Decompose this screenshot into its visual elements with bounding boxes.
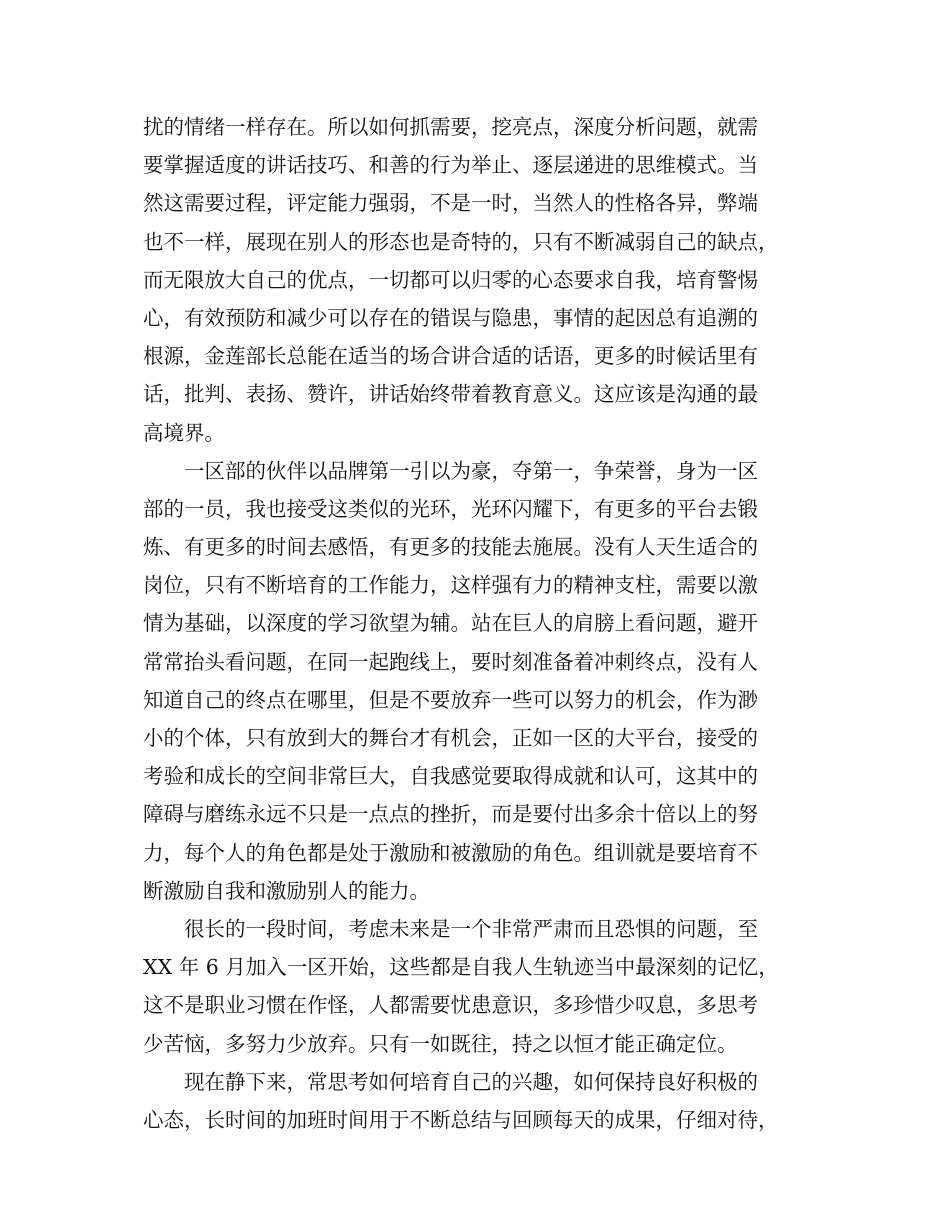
text-line: 少苦恼，多努力少放弃。只有一如既往，持之以恒才能正确定位。 [143,1031,738,1056]
text-line: 心，有效预防和减少可以存在的错误与隐患，事情的起因总有追溯的 [143,305,758,330]
text-line: 要掌握适度的讲话技巧、和善的行为举止、逐层递进的思维模式。当 [143,153,758,178]
text-line: 障碍与磨练永远不只是一点点的挫折，而是要付出多余十倍以上的努 [143,802,758,827]
text-line: 小的个体，只有放到大的舞台才有机会，正如一区的大平台，接受的 [143,726,758,750]
text-line: 考验和成长的空间非常巨大，自我感觉要取得成就和认可，这其中的 [143,764,758,789]
text-line: 根源，金莲部长总能在适当的场合讲合适的话语，更多的时候话里有 [143,344,758,369]
text-line: 而无限放大自己的优点，一切都可以归零的心态要求自我，培育警惕 [143,267,758,292]
paragraph-brand-first [143,452,805,910]
text-line: 心态，长时间的加班时间用于不断总结与回顾每天的成果，仔细对待， [143,1107,779,1132]
paragraph-continuation [143,108,805,452]
text-line: 部的一员，我也接受这类似的光环，光环闪耀下，有更多的平台去锻 [143,496,758,521]
text-line: 断激励自我和激励别人的能力。 [143,878,430,903]
paragraph-now [143,1063,805,1139]
text-line: 然这需要过程，评定能力强弱，不是一时，当然人的性格各异，弊端 [143,191,758,216]
text-line: 很长的一段时间，考虑未来是一个非常严肃而且恐惧的问题，至 [143,916,758,941]
text-line: XX 年 6 月加入一区开始，这些都是自我人生轨迹当中最深刻的记忆， [143,955,779,980]
text-line: 高境界。 [143,420,225,445]
document-body [143,108,805,1139]
text-line: 也不一样，展现在别人的形态也是奇特的，只有不断减弱自己的缺点， [143,229,779,254]
text-line: 一区部的伙伴以品牌第一引以为豪，夺第一，争荣誉，身为一区 [143,458,758,483]
text-line: 炼、有更多的时间去感悟，有更多的技能去施展。没有人天生适合的 [143,535,758,560]
text-line: 常常抬头看问题，在同一起跑线上，要时刻准备着冲刺终点，没有人 [143,649,758,674]
text-line: 情为基础，以深度的学习欲望为辅。站在巨人的肩膀上看问题，避开 [143,611,758,636]
paragraph-future [143,910,805,1063]
text-line: 力，每个人的角色都是处于激励和被激励的角色。组训就是要培育不 [143,840,758,865]
text-line: 岗位，只有不断培育的工作能力，这样强有力的精神支柱，需要以激 [143,573,758,598]
text-line: 这不是职业习惯在作怪，人都需要忧患意识，多珍惜少叹息，多思考 [143,993,758,1018]
text-line: 话，批判、表扬、赞许，讲话始终带着教育意义。这应该是沟通的最 [143,382,758,407]
text-line: 知道自己的终点在哪里，但是不要放弃一些可以努力的机会，作为渺 [143,687,758,712]
text-line: 现在静下来，常思考如何培育自己的兴趣，如何保持良好积极的 [143,1069,758,1094]
text-line: 扰的情绪一样存在。所以如何抓需要，挖亮点，深度分析问题，就需 [143,115,758,139]
